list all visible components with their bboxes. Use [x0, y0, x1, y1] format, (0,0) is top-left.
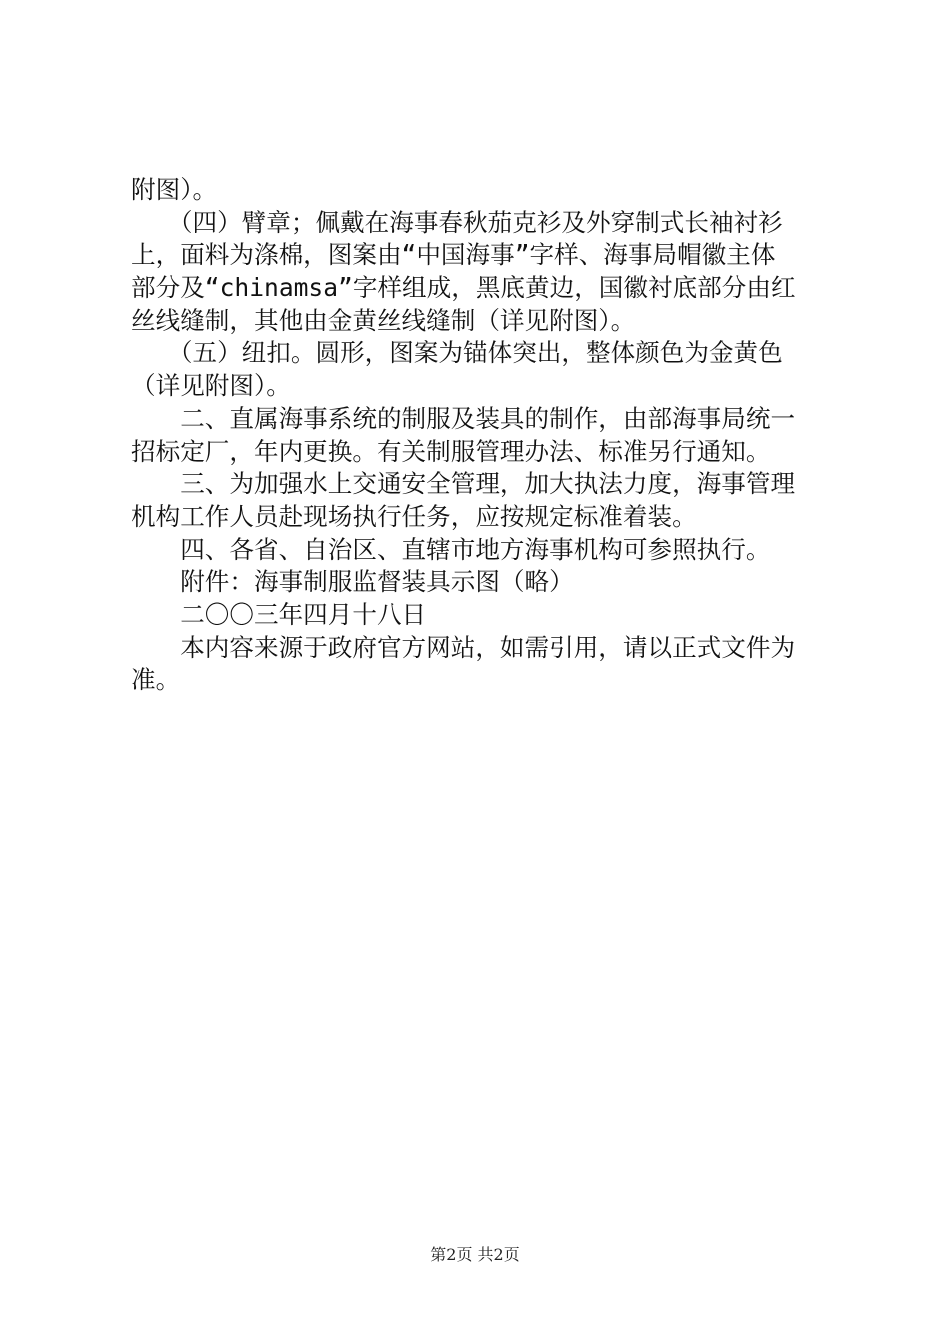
text-line: （五）纽扣。圆形，图案为锚体突出，整体颜色为金黄色 [131, 338, 783, 368]
page-number-footer: 第2页 共2页 [430, 1245, 520, 1264]
text-line: 丝线缝制，其他由金黄丝线缝制（详见附图）。 [131, 305, 636, 335]
document-body [131, 174, 831, 697]
text-line: 机构工作人员赴现场执行任务，应按规定标准着装。 [131, 501, 697, 531]
text-line: （四）臂章；佩戴在海事春秋茄克衫及外穿制式长袖衬衫 [131, 207, 783, 237]
text-line: 二、直属海事系统的制服及装具的制作，由部海事局统一 [131, 403, 796, 433]
text-line: 上，面料为涤棉，图案由“中国海事”字样、海事局帽徽主体 [131, 240, 776, 270]
text-line: 附图）。 [131, 175, 218, 204]
text-line: 本内容来源于政府官方网站，如需引用，请以正式文件为 [131, 632, 796, 662]
text-line: 部分及“chinamsa”字样组成，黑底黄边，国徽衬底部分由红 [131, 273, 796, 303]
text-line: 四、各省、自治区、直辖市地方海事机构可参照执行。 [131, 534, 771, 564]
text-line: （详见附图）。 [131, 371, 291, 401]
text-line: 三、为加强水上交通安全管理，加大执法力度，海事管理 [131, 469, 796, 499]
text-line: 准。 [131, 665, 181, 695]
text-line: 附件：海事制服监督装具示图（略） [131, 567, 574, 597]
text-line: 招标定厂，年内更换。有关制服管理办法、标准另行通知。 [131, 436, 771, 466]
text-line: 二〇〇三年四月十八日 [131, 599, 427, 629]
